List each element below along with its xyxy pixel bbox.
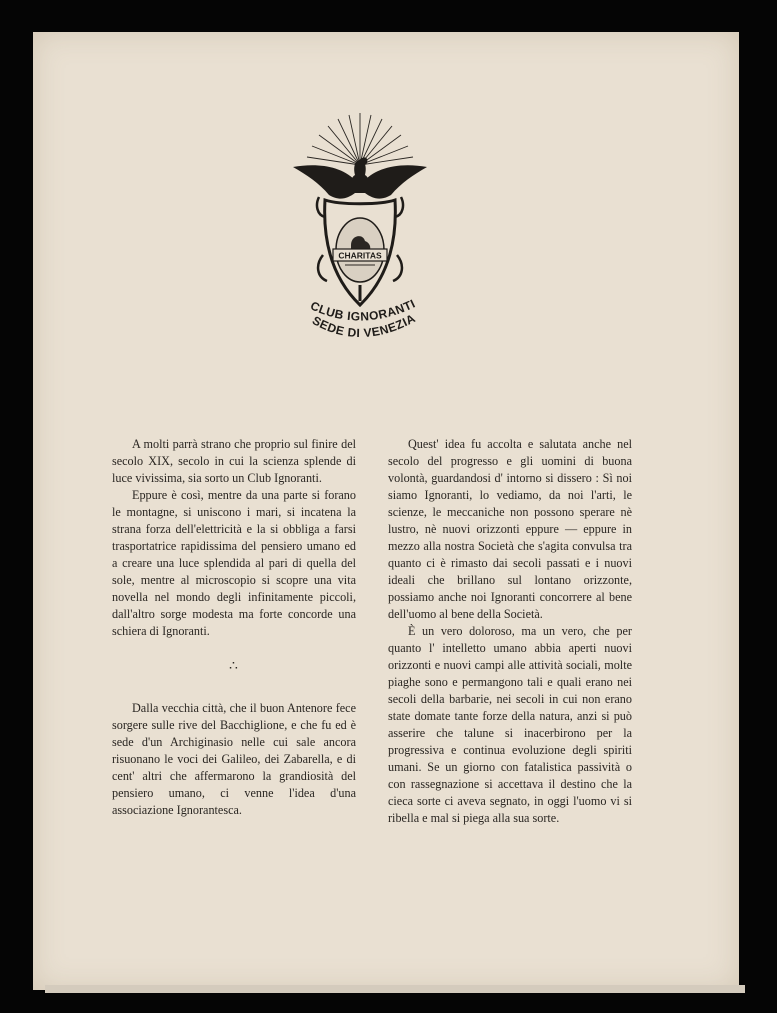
motto-line1: CLUB IGNORANTI: [308, 296, 418, 324]
page-edge: [45, 985, 745, 993]
banner-text: CHARITAS: [338, 250, 382, 261]
section-separator: ∴: [229, 659, 239, 674]
right-column: [388, 436, 632, 827]
left-column: [112, 436, 356, 819]
paragraph: Quest' idea fu accolta e salutata anche nel secolo del progresso e gli uomini di buona volontà, guardandosi d' intorno si dissero : Sì noi siamo Ignoranti, lo vediamo, da noi l'arti, le scienze, le meccaniche non possono sperare nè lustro, nè nuovi orizzonti eppure — eppure in mezzo alla nostra Società che s'agita convulsa tra quanto ci è rimasto dai secoli passati e i nuovi ideali che brillano sul lontano orizzonte, possiamo anche noi Ignoranti concorrere al bene dell'uomo al bene della Società.: [388, 437, 632, 621]
shield-icon: [317, 197, 403, 305]
club-emblem-icon: [285, 105, 435, 355]
paragraph: È un vero doloroso, ma un vero, che per quanto l' intelletto umano abbia aperti nuovi orizzonti e nuovi campi alle attività sociali, molte piaghe sono e permangono tali e quali erano nei secoli della barbarie, nei secoli in cui non erano state domate tante forze della natura, anzi si può asserire che talune si inacerbirono per la progressiva e continua evoluzione degli spiriti umani. Se un giorno con fatalistica passività o con rassegnazione si accettava il destino che la cieca sorte ci aveva segnato, in oggi l'uomo vi si ribella e mal si piega alla sua sorte.: [388, 624, 632, 825]
paragraph: Dalla vecchia città, che il buon Antenore fece sorgere sulle rive del Bacchiglione, e che fu ed è sede d'un Archiginasio nelle cui sale ancora risuonano le voci dei Galileo, dei Zabarella, e di cent' altri che affermarono la grandiosità del pensiero umano, ci venne l'idea d'una associazione Ignorantesca.: [112, 701, 356, 817]
motto-line2: SEDE DI VENEZIA: [309, 310, 418, 341]
bird-icon: [293, 157, 427, 198]
paragraph: Eppure è così, mentre da una parte si forano le montagne, si uniscono i mari, si incatena la strana forza dell'elettricità e la si obbliga a farsi trasportatrice rapidissima del pensiero umano ed a creare una luce splendida al pari di quella del sole, mentre al microscopio si scopre una vita novella nel mondo degli infinitamente piccoli, dall'altro sorge modesta ma forte concorde una schiera di Ignoranti.: [112, 488, 356, 638]
paragraph: A molti parrà strano che proprio sul finire del secolo XIX, secolo in cui la scienza splende di luce vivissima, sia sorto un Club Ignoranti.: [112, 437, 356, 485]
sun-rays-icon: [307, 113, 413, 165]
